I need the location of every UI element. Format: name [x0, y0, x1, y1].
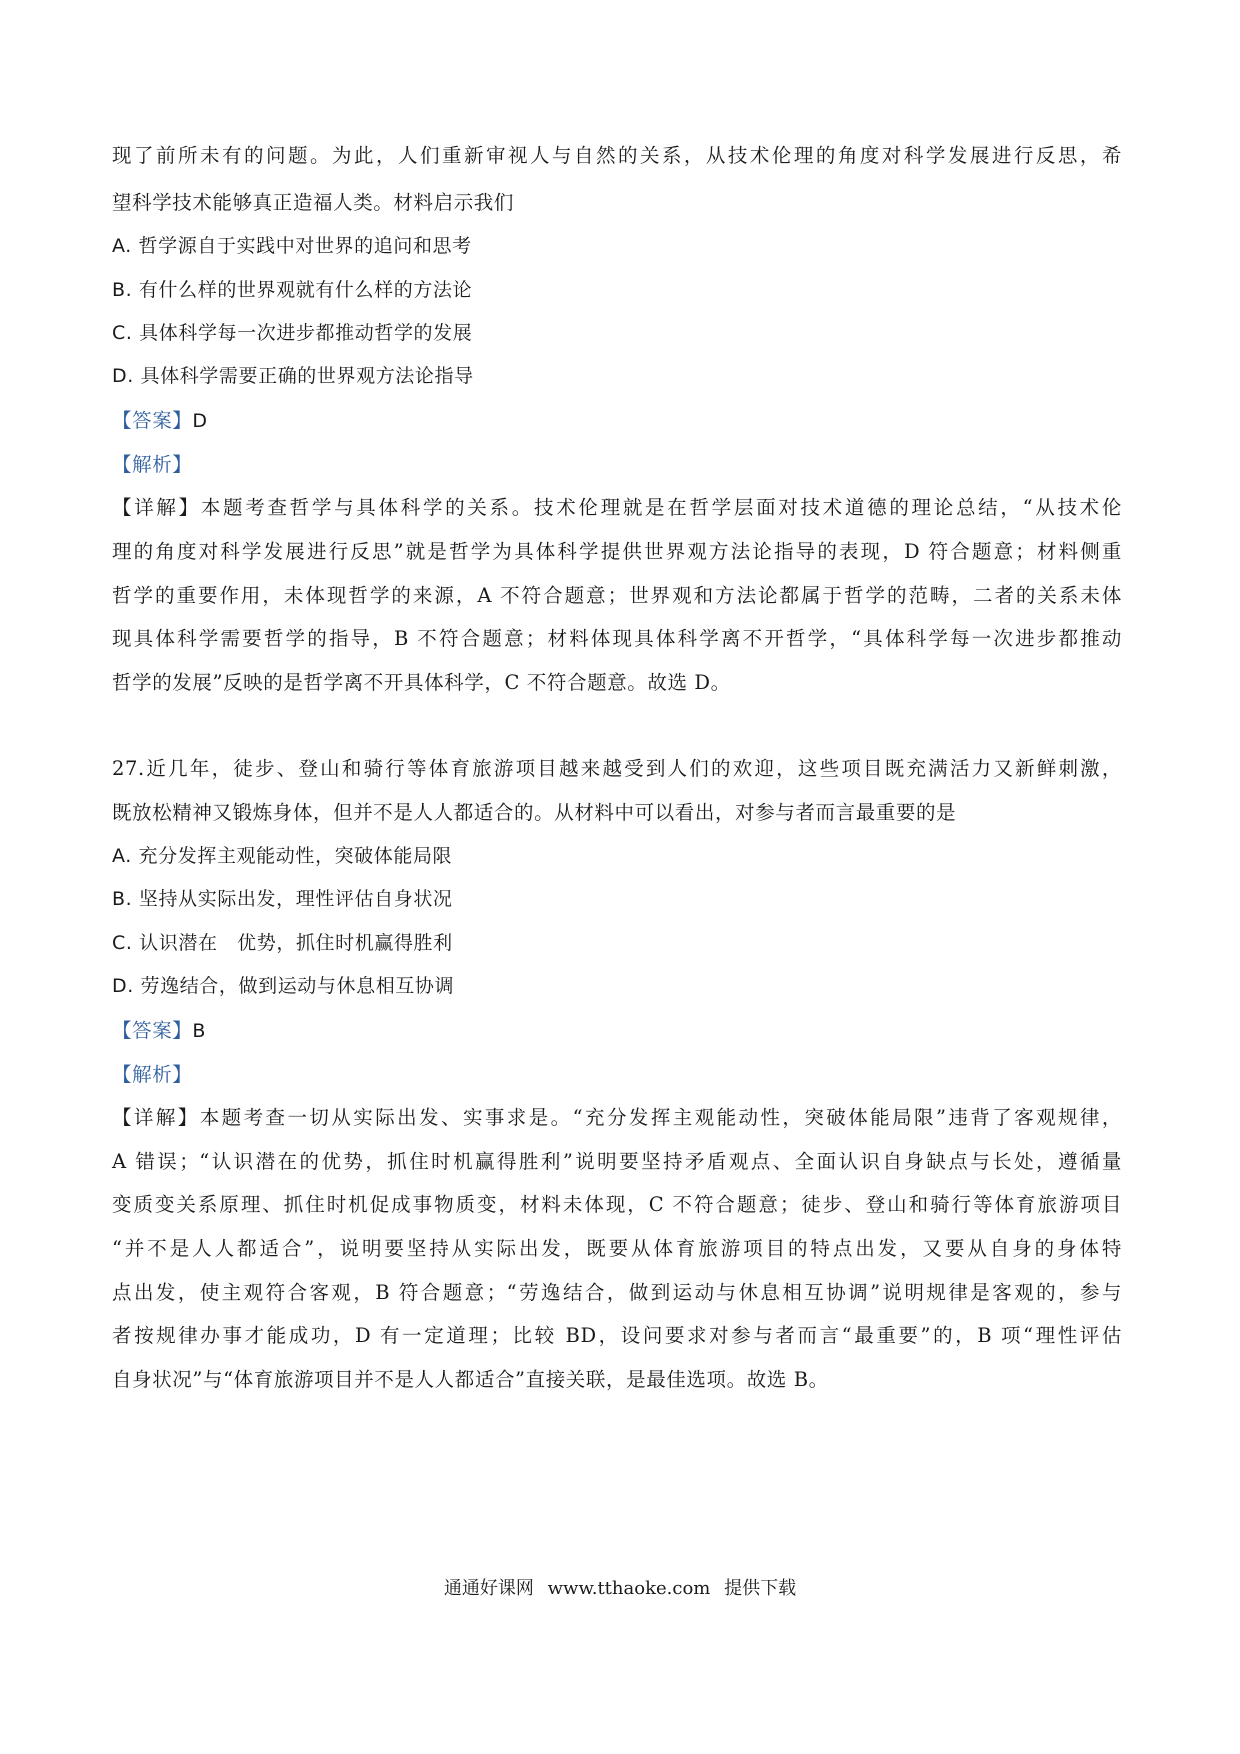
q27-option-c: C. 认识潜在 优势，抓住时机赢得胜利: [112, 932, 453, 954]
q26-stem-line-1: 现了前所未有的问题。为此，人们重新审视人与自然的关系，从技术伦理的角度对科学发展进行反思，希: [112, 144, 1122, 167]
q26-option-c: C. 具体科学每一次进步都推动哲学的发展: [112, 322, 473, 344]
q26-answer-tag: 【答案】: [112, 409, 193, 432]
q26-detail-line-4: 现具体科学需要哲学的指导，B 不符合题意；材料体现具体科学离不开哲学，“具体科学每一次进步都推动: [112, 627, 1122, 650]
q27-answer-row: [112, 1015, 206, 1043]
q27-answer-value: B: [192, 1020, 207, 1042]
footer-url[interactable]: www.tthaoke.com: [547, 1578, 711, 1599]
q26-analysis-tag: 【解析】: [112, 453, 193, 476]
q27-detail-line-4: “并不是人人都适合”，说明要坚持从实际出发，既要从体育旅游项目的特点出发，又要从自身的身体特: [112, 1237, 1122, 1260]
q26-detail-line-3: 哲学的重要作用，未体现哲学的来源，A 不符合题意；世界观和方法论都属于哲学的范畴，二者的关系未体: [112, 584, 1122, 607]
q27-detail-line-2: A 错误；“认识潜在的优势，抓住时机赢得胜利”说明要坚持矛盾观点、全面认识自身缺点与长处，遵循量: [112, 1150, 1122, 1173]
page-footer: [0, 1574, 1240, 1600]
footer-site-name: 通通好课网: [443, 1578, 534, 1599]
q27-detail-line-6: 者按规律办事才能成功，D 有一定道理；比较 BD，设问要求对参与者而言“最重要”的，B 项“理性评估: [112, 1324, 1122, 1347]
q26-detail-line-5: 哲学的发展”反映的是哲学离不开具体科学，C 不符合题意。故选 D。: [112, 671, 731, 694]
q26-detail-line-1: 【详解】本题考查哲学与具体科学的关系。技术伦理就是在哲学层面对技术道德的理论总结，“从技术伦: [112, 496, 1122, 519]
q27-answer-tag: 【答案】: [112, 1019, 193, 1042]
q26-option-b: B. 有什么样的世界观就有什么样的方法论: [112, 279, 473, 301]
q26-answer-value: D: [192, 410, 208, 432]
footer-suffix: 提供下载: [724, 1578, 797, 1599]
q26-detail-line-2: 理的角度对科学发展进行反思”就是哲学为具体科学提供世界观方法论指导的表现，D 符合题意；材料侧重: [112, 540, 1122, 563]
q26-stem-line-2: 望科学技术能够真正造福人类。材料启示我们: [112, 191, 515, 214]
q27-stem-line-2: 既放松精神又锻炼身体，但并不是人人都适合的。从材料中可以看出，对参与者而言最重要的是: [112, 801, 957, 824]
q27-detail-line-5: 点出发，使主观符合客观，B 符合题意；“劳逸结合，做到运动与休息相互协调”说明规律是客观的，参与: [112, 1281, 1122, 1304]
q27-analysis-tag: 【解析】: [112, 1063, 193, 1086]
q27-option-b: B. 坚持从实际出发，理性评估自身状况: [112, 888, 453, 910]
q27-option-d: D. 劳逸结合，做到运动与休息相互协调: [112, 975, 455, 997]
q27-option-a: A. 充分发挥主观能动性，突破体能局限: [112, 845, 453, 867]
q26-option-a: A. 哲学源自于实践中对世界的追问和思考: [112, 235, 472, 257]
q27-stem-line-1: 27.近几年，徒步、登山和骑行等体育旅游项目越来越受到人们的欢迎，这些项目既充满活力又新鲜刺激，: [112, 757, 1122, 780]
q26-option-d: D. 具体科学需要正确的世界观方法论指导: [112, 365, 474, 387]
q26-answer-row: [112, 405, 208, 433]
q27-detail-line-7: 自身状况”与“体育旅游项目并不是人人都适合”直接关联，是最佳选项。故选 B。: [112, 1368, 829, 1391]
q27-detail-line-1: 【详解】本题考查一切从实际出发、实事求是。“充分发挥主观能动性，突破体能局限”违背了客观规律，: [112, 1106, 1122, 1129]
q27-detail-line-3: 变质变关系原理、抓住时机促成事物质变，材料未体现，C 不符合题意；徒步、登山和骑行等体育旅游项目: [112, 1193, 1122, 1216]
